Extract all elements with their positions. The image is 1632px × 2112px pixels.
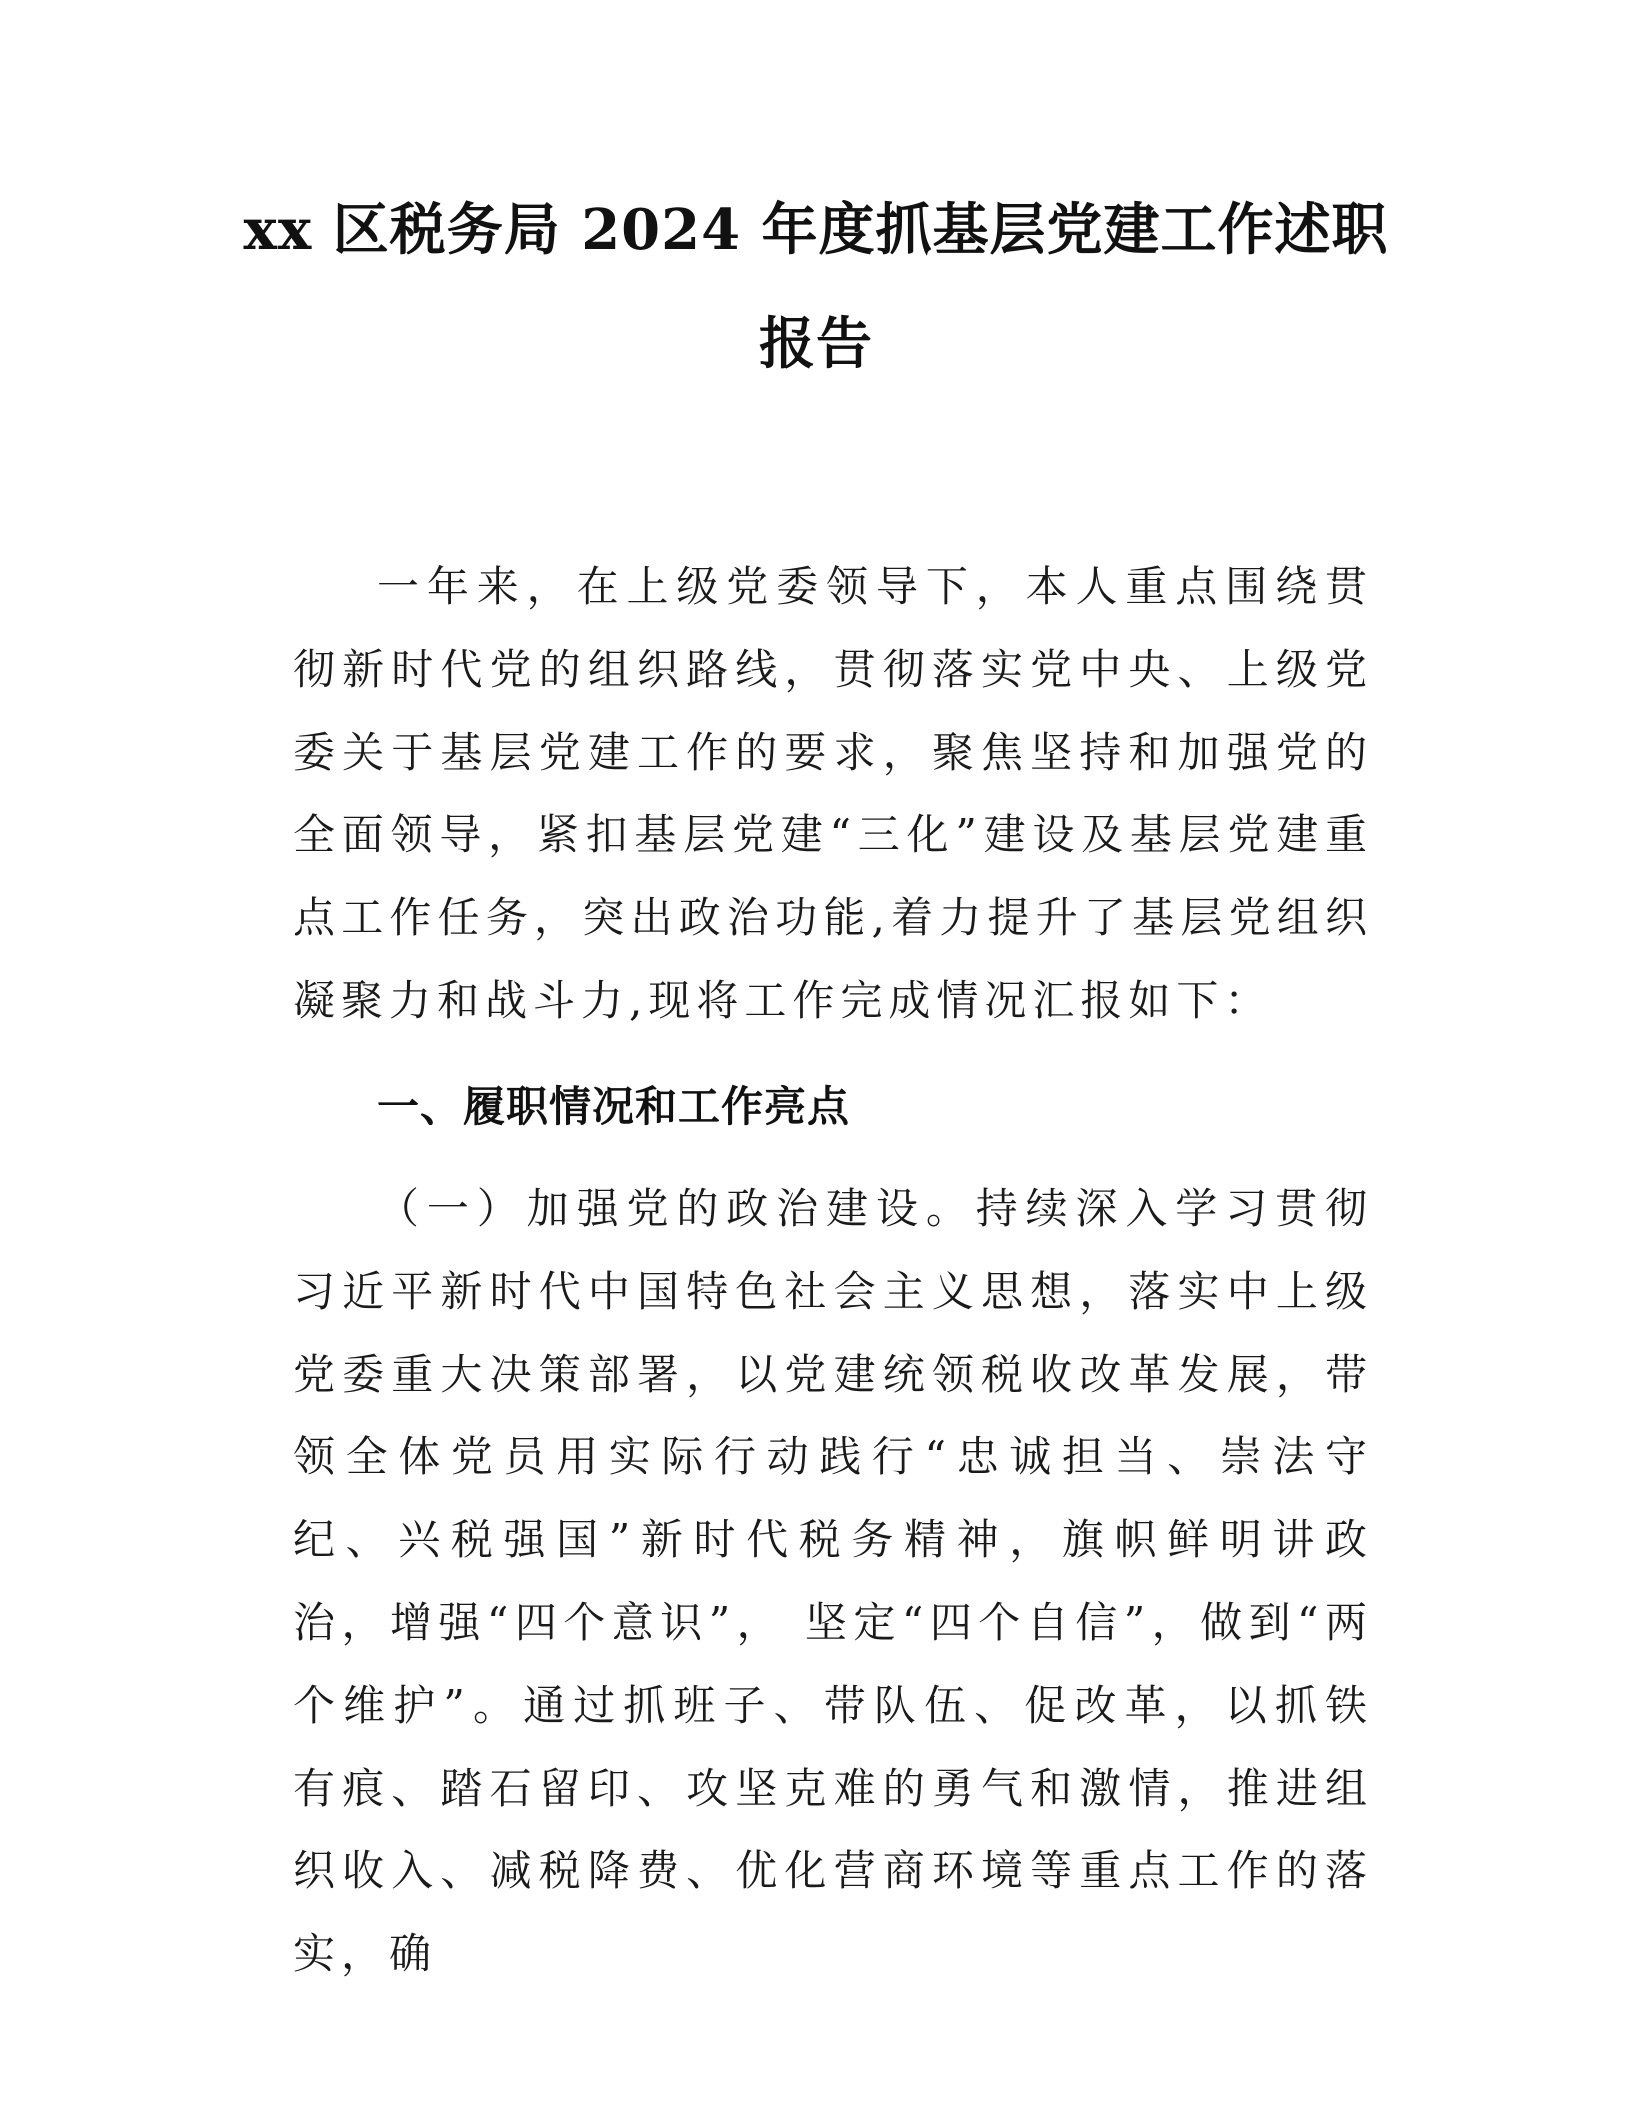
document-title-line-1: xx 区税务局 2024 年度抓基层党建工作述职	[243, 197, 1389, 263]
section-paragraph: （一）加强党的政治建设。持续深入学习贯彻习近平新时代中国特色社会主义思想，落实中上级党委重大决策部署，以党建统领税收改革发展，带领全体党员用实际行动践行“忠诚担当、崇法守纪、兴税强国”新时代税务精神，旗帜鲜明讲政治，增强“四个意识”， 坚定“四个自信”，做到“两个维护”。通过抓班子、带队伍、促改革，以抓铁有痕、踏石留印、攻坚克难的勇气和激情，推进组织收入、减税降费、优化营商环境等重点工作的落实，确	[293, 1184, 1373, 1979]
intro-paragraph: 一年来，在上级党委领导下，本人重点围绕贯彻新时代党的组织路线，贯彻落实党中央、上级党委关于基层党建工作的要求，聚焦坚持和加强党的全面领导，紧扣基层党建“三化”建设及基层党建重点工作任务，突出政治功能,着力提升了基层党组织凝聚力和战斗力,现将工作完成情况汇报如下：	[293, 562, 1373, 1025]
document-title-line-2: 报告	[759, 311, 873, 377]
section-heading: 一、履职情况和工作亮点	[377, 1082, 851, 1131]
